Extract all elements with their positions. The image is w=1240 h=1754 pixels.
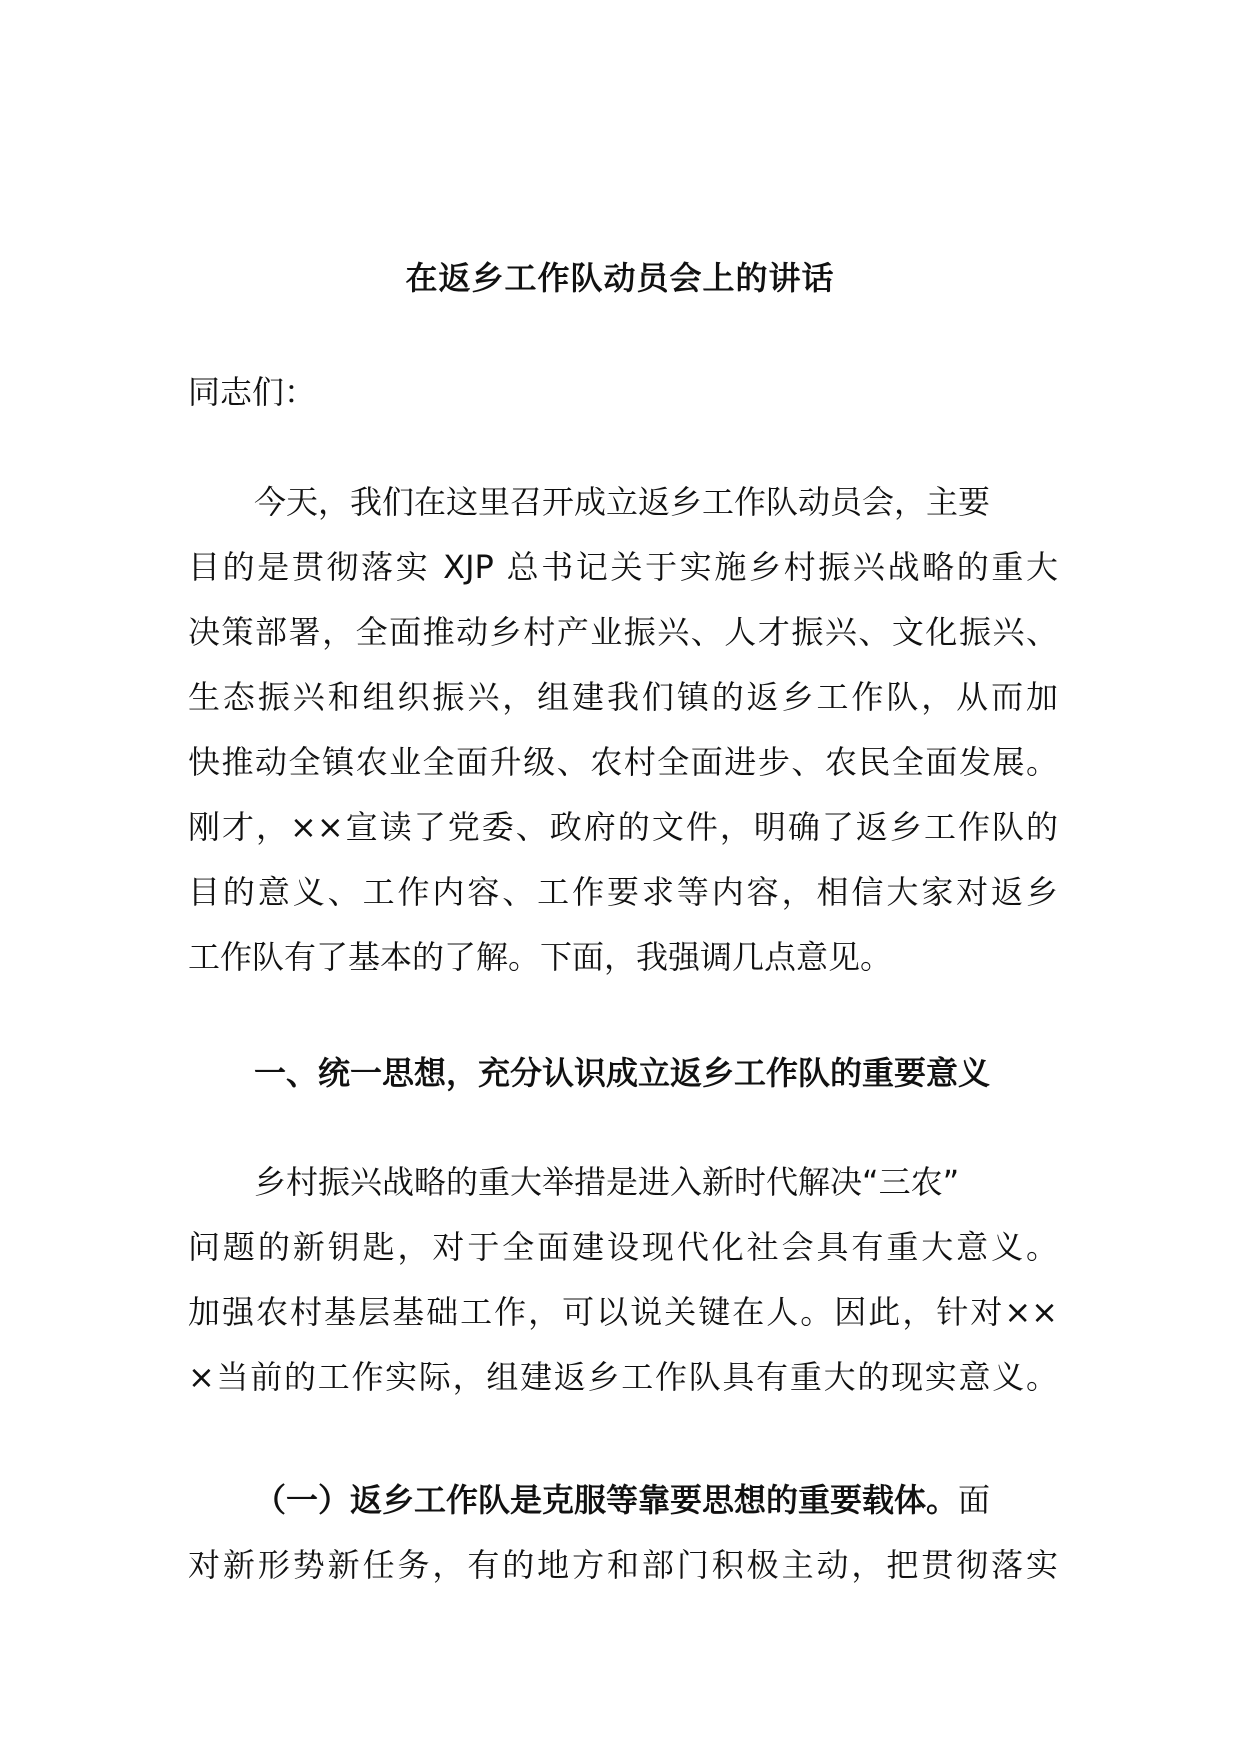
paragraph-line: 今天，我们在这里召开成立返乡工作队动员会，主要: [254, 483, 991, 521]
paragraph-subsection-1: [188, 1468, 1058, 1598]
salutation: [188, 360, 1058, 425]
document-title: 在返乡工作队动员会上的讲话: [405, 259, 835, 297]
paragraph-line: 乡村振兴战略的重大举措是进入新时代解决“三农”: [254, 1163, 960, 1201]
paragraph-line: 问题的新钥匙，对于全面建设现代化社会具有重大意义。: [188, 1228, 1058, 1266]
section-heading-1: 一、统一思想，充分认识成立返乡工作队的重要意义: [254, 1054, 991, 1092]
salutation-line: 同志们：: [188, 373, 317, 411]
subheading-tail: 面: [958, 1481, 991, 1519]
paragraph-line: 快推动全镇农业全面升级、农村全面进步、农民全面发展。: [188, 743, 1058, 781]
subheading-line: [188, 1468, 1058, 1533]
paragraph-line: 目的意义、工作内容、工作要求等内容，相信大家对返乡: [188, 873, 1058, 911]
paragraph-line: 生态振兴和组织振兴，组建我们镇的返乡工作队，从而加: [188, 678, 1058, 716]
paragraph-line: 目的是贯彻落实 XJP 总书记关于实施乡村振兴战略的重大: [188, 548, 1058, 586]
paragraph-line: 加强农村基层基础工作，可以说关键在人。因此，针对××: [188, 1293, 1058, 1331]
paragraph-line: 工作队有了基本的了解。下面，我强调几点意见。: [188, 938, 893, 976]
subheading-1: （一）返乡工作队是克服等靠要思想的重要载体。: [254, 1481, 959, 1519]
paragraph-significance: [188, 1150, 1058, 1410]
paragraph-intro: [188, 470, 1058, 990]
paragraph-line: 决策部署，全面推动乡村产业振兴、人才振兴、文化振兴、: [188, 613, 1058, 651]
paragraph-line: 刚才，××宣读了党委、政府的文件，明确了返乡工作队的: [188, 808, 1058, 846]
paragraph-line: 对新形势新任务，有的地方和部门积极主动，把贯彻落实: [188, 1546, 1058, 1584]
paragraph-line: ×当前的工作实际，组建返乡工作队具有重大的现实意义。: [188, 1358, 1058, 1396]
